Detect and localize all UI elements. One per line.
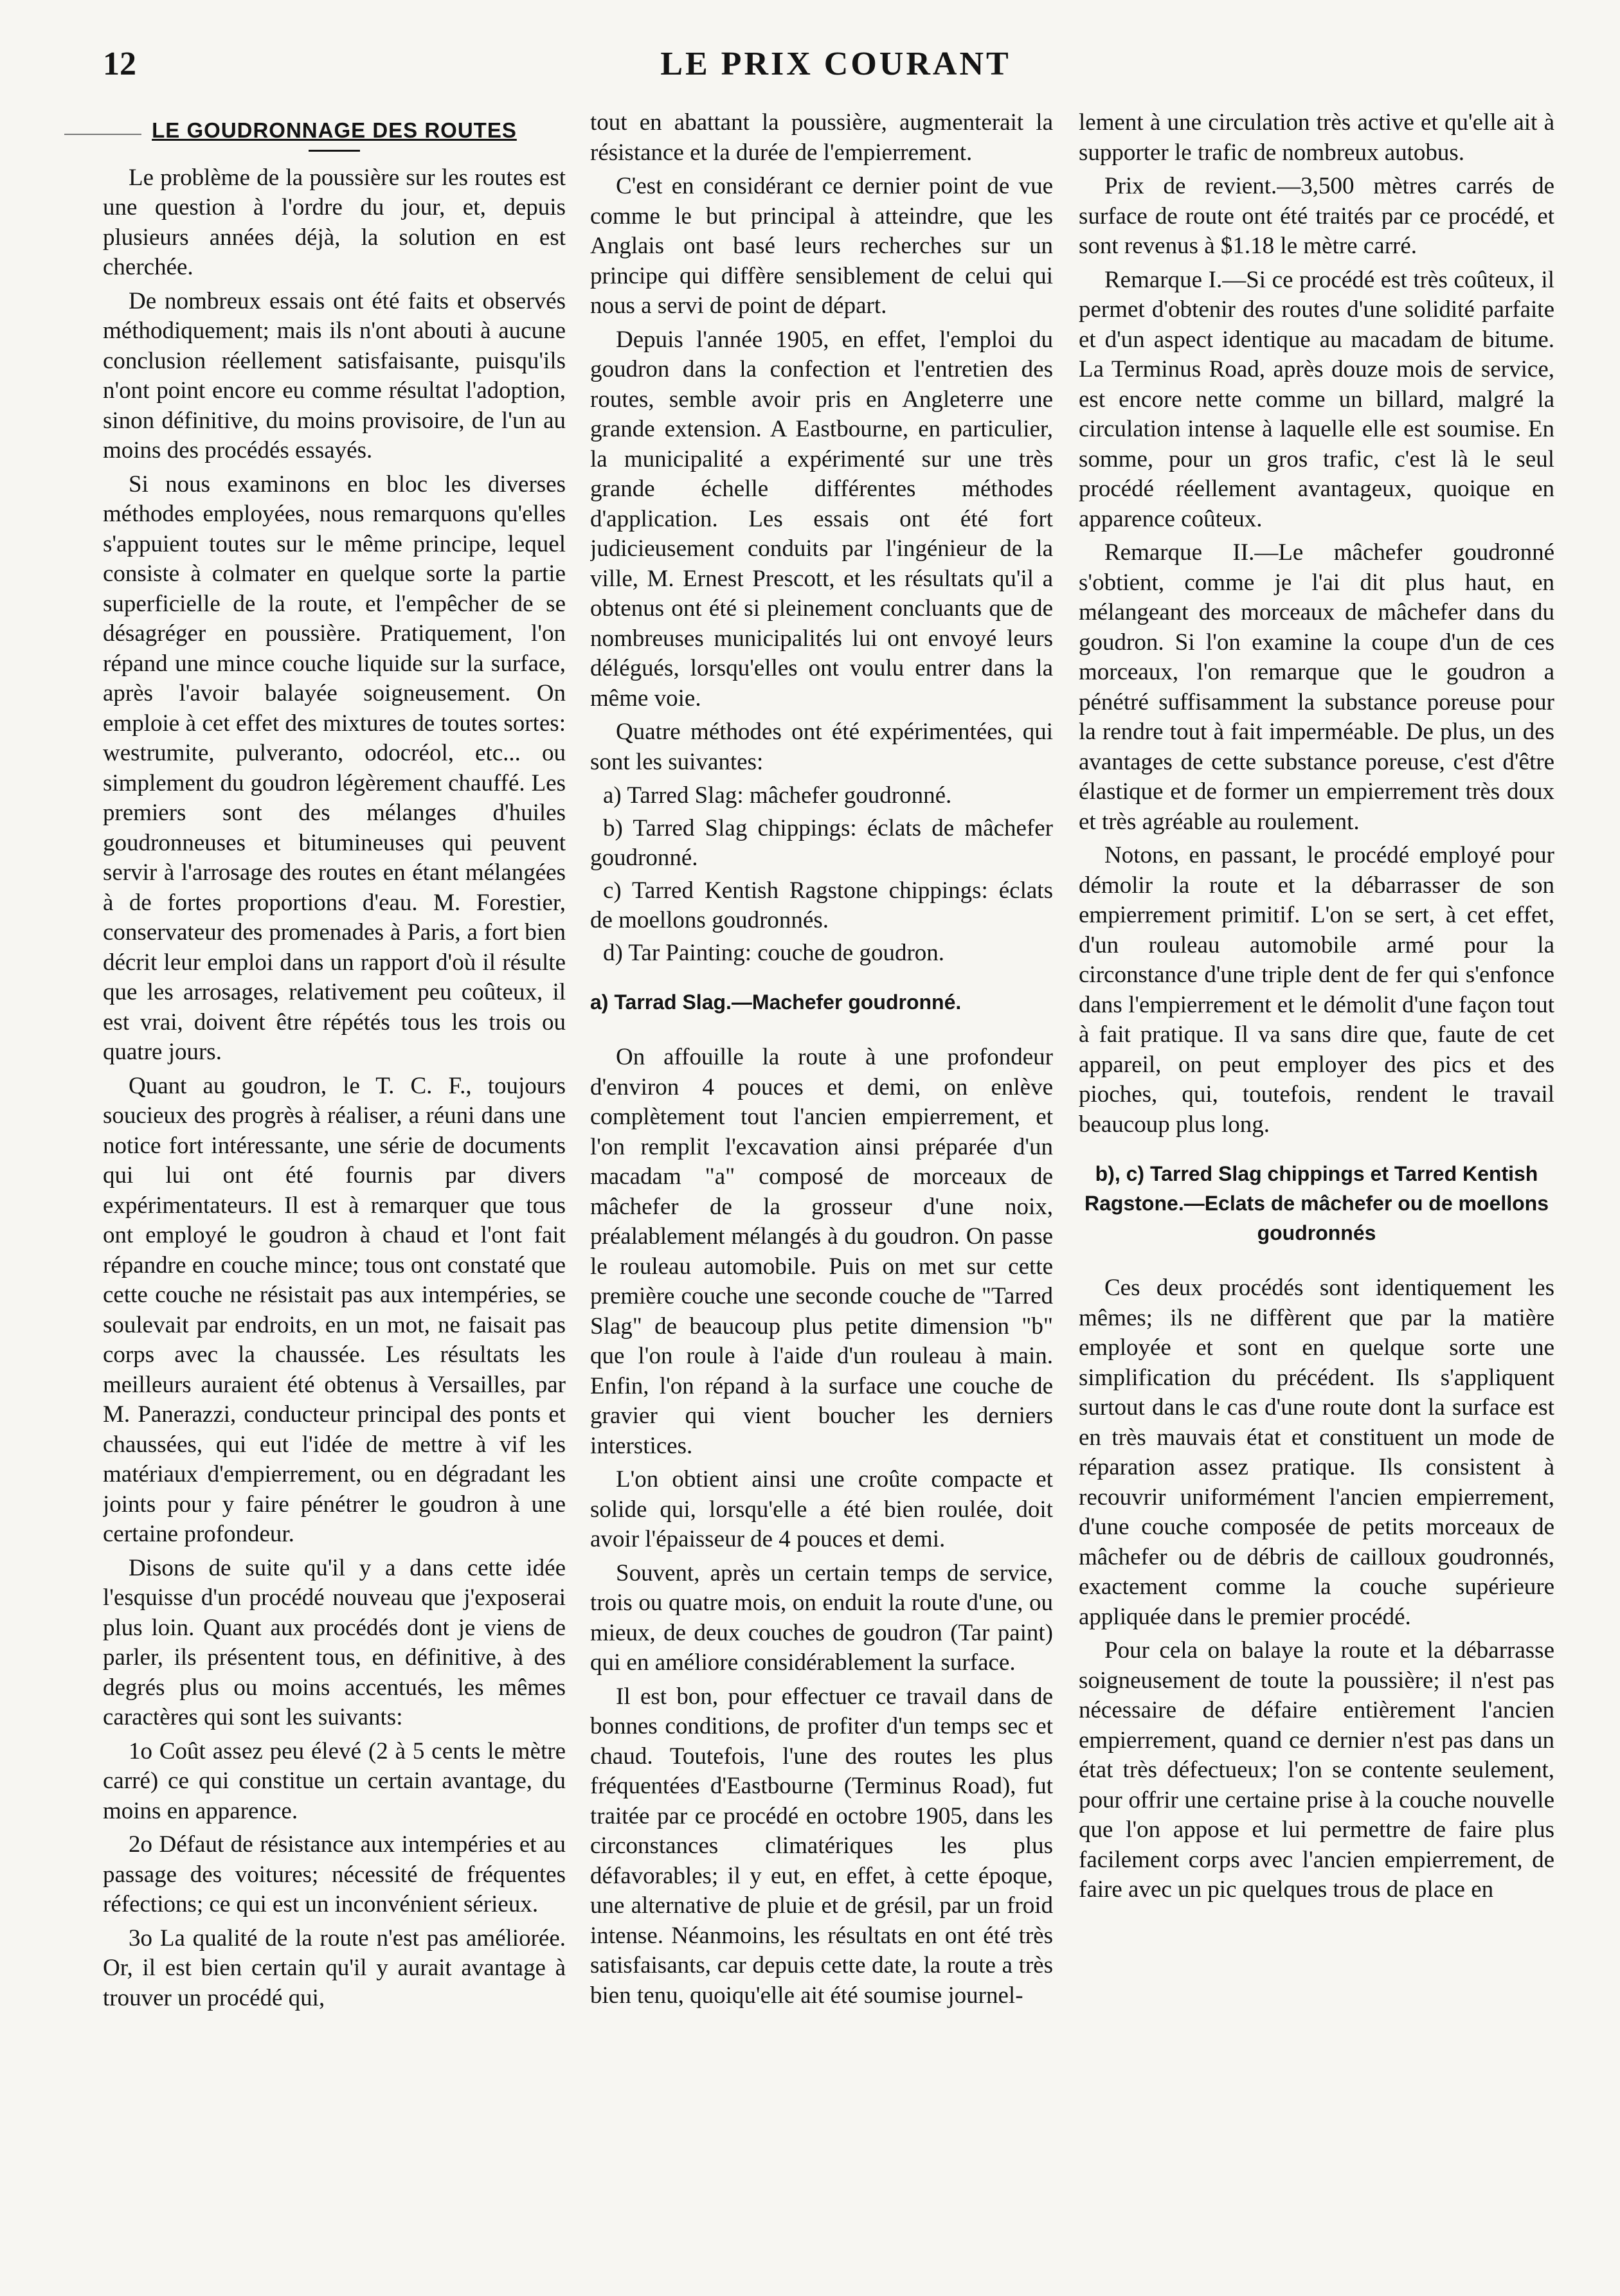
method-list-item: a) Tarred Slag: mâchefer goudronné. — [603, 782, 952, 809]
paragraph: Notons, en passant, le procédé employé pour démolir la route et la débarrasser de son empierrement primitif. L'on se sert, à cet effet, d'un rouleau automobile armé pour la circonstance d'une triple dent de fer qui s'enfonce dans l'empierrement et le démolit d'une façon tout à fait pratique. Il va sans dire que, faute de cet appareil, on peut employer des pics et des pioches, qui, toutefois, rendent le travail beaucoup plus long. — [1079, 842, 1554, 1138]
journal-title: LE PRIX COURANT — [660, 46, 1011, 82]
paragraph: Le problème de la poussière sur les routes est une question à l'ordre du jour, et, depuis plusieurs années déjà, la solution en est cherchée. — [103, 164, 566, 280]
section-heading: a) Tarrad Slag.—Machefer goudronné. — [590, 991, 962, 1014]
method-list-item: c) Tarred Kentish Ragstone chippings: éclats de moellons goudronnés. — [590, 877, 1053, 933]
paragraph: De nombreux essais ont été faits et observés méthodiquement; mais ils n'ont abouti à aucune conclusion réellement satisfaisante, puisqu'ils n'ont point encore eu comme résultat l'adoption, sinon définitive, du moins provisoire, de l'un au moins des procédés essayés. — [103, 287, 566, 463]
paragraph: Pour cela on balaye la route et la débarrasse soigneusement de toute la poussière; il n'est pas nécessaire de défaire entièrement l'ancien empierrement, quand ce dernier n'est pas dans un état très défectueux; l'on se contente seulement, pour offrir une certaine prise à la couche nouvelle que l'on appose et lui permettre de faire plus facilement corps avec l'ancien empierrement, de faire avec un pic quelques trous de place en — [1079, 1637, 1554, 1903]
paragraph: lement à une circulation très active et qu'elle ait à supporter le trafic de nombreux autobus. — [1079, 109, 1554, 166]
column-2 — [590, 108, 1053, 2274]
paragraph: Si nous examinons en bloc les diverses méthodes employées, nous remarquons qu'elles s'appuient toutes sur le même principe, lequel consiste à colmater en quelque sorte la partie superficielle de la route, et l'empêcher de se désagréger en poussière. Pratiquement, l'on répand une mince couche liquide sur la surface, après l'avoir balayée soigneusement. On emploie à cet effet des mixtures de toutes sortes: westrumite, pulveranto, odocréol, etc... ou simplement du goudron légèrement chauffé. Les premiers sont des mélanges d'huiles goudronneuses et bitumineuses qui peuvent servir à l'arrosage des routes en étant mélangées à de fortes proportions d'eau. M. Forestier, conservateur des promenades à Paris, a fort bien décrit leur emploi dans un rapport d'où il résulte que les arrosages, relativement peu coûteux, il est vrai, doivent être répétés tous les trois ou quatre jours. — [103, 471, 566, 1065]
paragraph: Il est bon, pour effectuer ce travail dans de bonnes conditions, de profiter d'un temps sec et chaud. Toutefois, l'une des routes les plus fréquentées d'Eastbourne (Terminus Road), fut traitée par ce procédé en octobre 1905, dans les circonstances climatériques les plus défavorables; il y eut, en effet, à cette époque, une alternative de pluie et de grésil, par un froid intense. Néanmoins, les résultats en ont été très satisfaisants, car depuis cette date, la route a très bien tenu, quoiqu'elle ait été soumise journel- — [590, 1683, 1053, 2009]
page-number: 12 — [103, 46, 136, 82]
paragraph: Remarque I.—Si ce procédé est très coûteux, il permet d'obtenir des routes d'une solidité parfaite et d'un aspect identique au macadam de bitume. La Terminus Road, après douze mois de service, est encore nette comme un billard, malgré la circulation intense à laquelle elle est soumise. En somme, pour un gros trafic, c'est là le seul procédé réellement avantageux, quoique en apparence coûteux. — [1079, 266, 1554, 532]
paragraph: 1o Coût assez peu élevé (2 à 5 cents le mètre carré) ce qui constitue un certain avantage, du moins en apparence. — [103, 1737, 566, 1824]
paragraph: 3o La qualité de la route n'est pas améliorée. Or, il est bien certain qu'il y aurait avantage à trouver un procédé qui, — [103, 1924, 566, 2011]
paragraph: Ces deux procédés sont identiquement les mêmes; ils ne diffèrent que par la matière employée et sont en quelque sorte une simplification du précédent. Ils s'appliquent surtout dans le cas d'une route dont la surface est en très mauvais état et constituent un mode de réparation assez pratique. Ils consistent à recouvrir uniformément l'ancien empierrement, d'une couche composée de petits morceaux de mâchefer ou de débris de cailloux goudronnés, exactement comme la couche supérieure appliquée dans le premier procédé. — [1079, 1275, 1554, 1630]
paragraph: Remarque II.—Le mâchefer goudronné s'obtient, comme je l'ai dit plus haut, en mélangeant des morceaux de mâchefer dans du goudron. Si l'on examine la coupe d'un de ces morceaux, l'on remarque que le goudron a pénétré suffisamment la substance poreuse pour la rendre tout à fait imperméable. De plus, un des avantages de cette substance poreuse, c'est d'être élastique et de former un empierrement très doux et très agréable au roulement. — [1079, 539, 1554, 835]
paragraph: Depuis l'année 1905, en effet, l'emploi du goudron dans la confection et l'entretien des routes, semble avoir pris en Angleterre une grande extension. A Eastbourne, en particulier, la municipalité a expérimenté sur une très grande échelle différentes méthodes d'application. Les essais ont été fort judicieusement conduits par l'ingénieur de la ville, M. Ernest Prescott, et les résultats qu'il a obtenus ont été si pleinement concluants que de nombreuses municipalités lui ont envoyé leurs délégués, lorsqu'elles ont voulu entrer dans la même voie. — [590, 326, 1053, 712]
paragraph: Quatre méthodes ont été expérimentées, qui sont les suivantes: — [590, 719, 1053, 775]
paragraph: Disons de suite qu'il y a dans cette idée l'esquisse d'un procédé nouveau que j'exposerai plus loin. Quant aux procédés dont je viens de parler, ils présentent tous, en définitive, à des degrés plus ou moins accentués, les mêmes caractères qui sont les suivants: — [103, 1554, 566, 1730]
paragraph: Prix de revient.—3,500 mètres carrés de surface de route ont été traités par ce procédé, et sont revenus à $1.18 le mètre carré. — [1079, 173, 1554, 259]
article-title: LE GOUDRONNAGE DES ROUTES — [152, 118, 517, 142]
paragraph: 2o Défaut de résistance aux intempéries et au passage des voitures; nécessité de fréquentes réfections; ce qui est un inconvénient sérieux. — [103, 1831, 566, 1917]
paragraph: tout en abattant la poussière, augmenterait la résistance et la durée de l'empierrement. — [590, 109, 1053, 166]
title-rule — [309, 150, 360, 152]
paragraph: On affouille la route à une profondeur d'environ 4 pouces et demi, on enlève complètement tout l'ancien empierrement, et l'on remplit l'excavation ainsi préparée d'un macadam "a" composé de morceaux de mâchefer de la grosseur d'une noix, préalablement mélangés à du goudron. On passe le rouleau automobile. Puis on met sur cette première couche une seconde couche de "Tarred Slag" de beaucoup plus petite dimension "b" que l'on roule à l'aide d'un rouleau à main. Enfin, l'on répand à la surface une couche de gravier qui vient boucher les derniers interstices. — [590, 1044, 1053, 1459]
section-heading: b), c) Tarred Slag chippings et Tarred Kentish Ragstone.—Eclats de mâchefer ou de moellons goudronnés — [1084, 1162, 1549, 1244]
paragraph: L'on obtient ainsi une croûte compacte et solide qui, lorsqu'elle a été bien roulée, doit avoir l'épaisseur de 4 pouces et demi. — [590, 1466, 1053, 1552]
column-1 — [103, 108, 566, 2274]
method-list-item: b) Tarred Slag chippings: éclats de mâchefer goudronné. — [590, 814, 1053, 871]
method-list-item: d) Tar Painting: couche de goudron. — [603, 939, 945, 966]
column-3 — [1079, 108, 1554, 2274]
paragraph: Quant au goudron, le T. C. F., toujours soucieux des progrès à réaliser, a réuni dans une notice fort intéressante, une série de documents qui lui ont été fournis par divers expérimentateurs. Il est à remarquer que tous ont employé le goudron à chaud et l'ont fait répandre en couche mince; tous ont constaté que cette couche ne résistait pas aux intempéries, se soulevait par endroits, en un mot, ne faisait pas corps avec la chaussée. Les résultats les meilleurs auraient été obtenus à Versailles, par M. Panerazzi, conducteur principal des ponts et chaussées, qui eut l'idée de mettre à vif les matériaux d'empierrement, ou en dégradant les joints pour y faire pénétrer le goudron à une certaine profondeur. — [103, 1072, 566, 1547]
running-head — [103, 39, 1569, 90]
paragraph: Souvent, après un certain temps de service, trois ou quatre mois, on enduit la route d'une, ou mieux, de deux couches de goudron (Tar paint) qui en améliore considérablement la surface. — [590, 1559, 1053, 1676]
paragraph: C'est en considérant ce dernier point de vue comme le but principal à atteindre, que les Anglais ont basé leurs recherches sur un principe qui diffère sensiblement de celui qui nous a servi de point de départ. — [590, 173, 1053, 319]
